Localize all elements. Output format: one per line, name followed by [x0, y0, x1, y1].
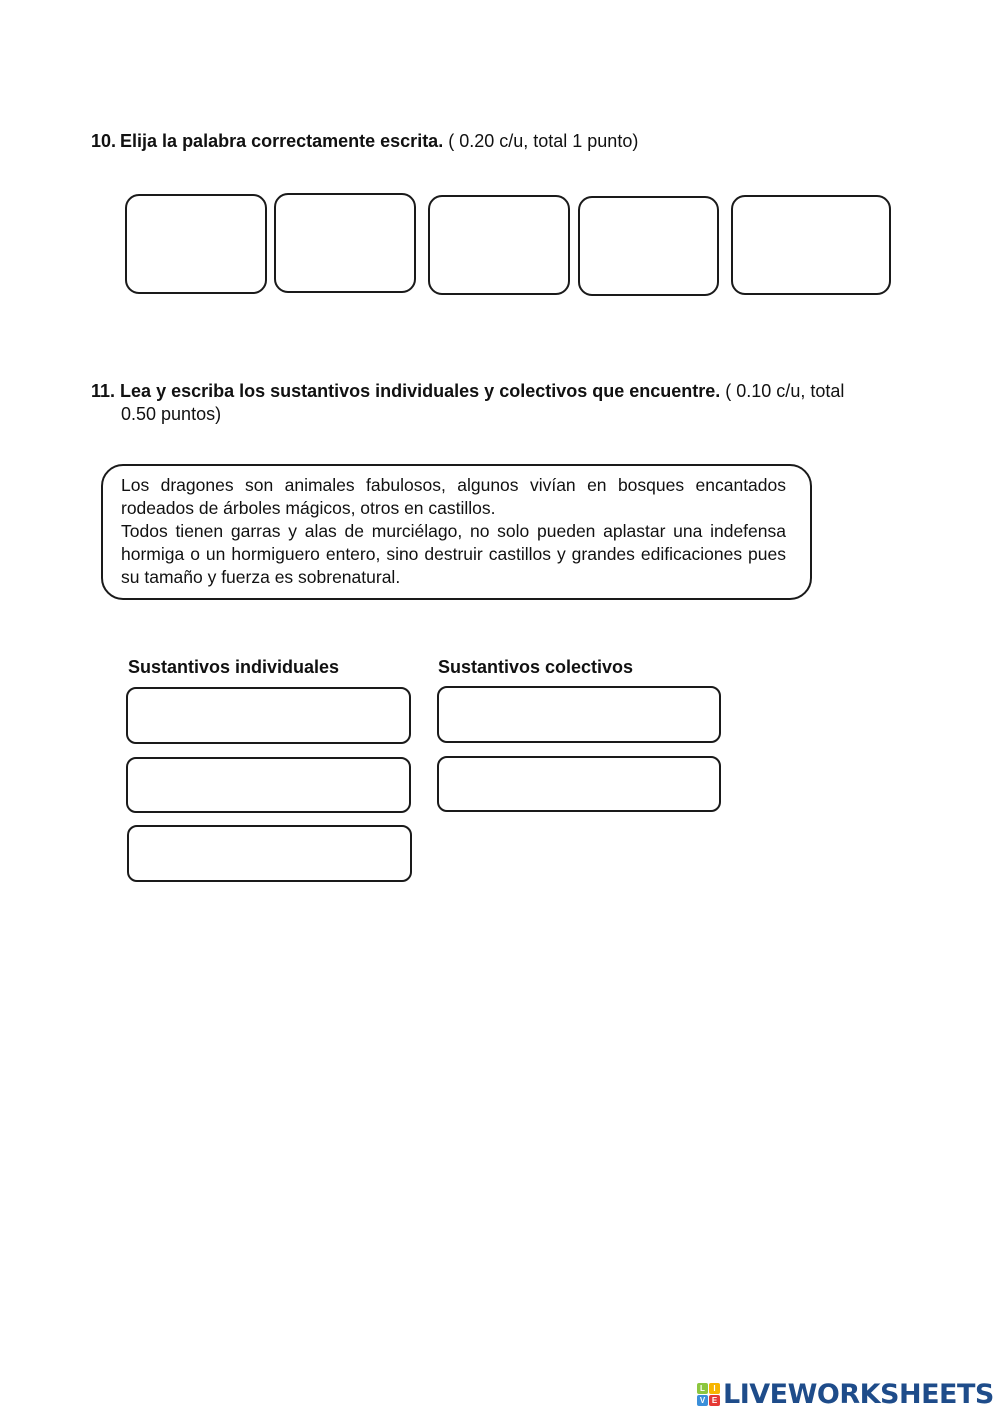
question-10-points: ( 0.20 c/u, total 1 punto): [443, 131, 639, 151]
question-10-number: 10.: [91, 131, 117, 151]
live-logo-icon: [697, 1383, 720, 1406]
question-11-points-continued: 0.50 puntos): [121, 404, 222, 424]
individual-noun-box-1[interactable]: [126, 687, 411, 744]
logo-letter-i: I: [709, 1383, 720, 1394]
question-10-instruction: Elija la palabra correctamente escrita.: [120, 131, 444, 151]
logo-letter-e: E: [709, 1395, 720, 1406]
logo-letter-l: L: [697, 1383, 708, 1394]
logo-letter-v: V: [697, 1395, 708, 1406]
liveworksheets-logo: [697, 1379, 994, 1410]
individual-noun-box-3[interactable]: [127, 825, 412, 882]
collective-noun-box-1[interactable]: [437, 686, 721, 743]
question-11-title: [91, 380, 951, 403]
answer-box-5[interactable]: [731, 195, 891, 295]
question-10-title: [91, 130, 638, 153]
question-11-instruction: Lea y escriba los sustantivos individuales y colectivos que encuentre.: [120, 381, 721, 401]
answer-box-1[interactable]: [125, 194, 267, 294]
collective-noun-box-2[interactable]: [437, 756, 721, 812]
individual-noun-box-2[interactable]: [126, 757, 411, 813]
question-11-number: 11.: [91, 381, 116, 401]
logo-wordmark: LIVEWORKSHEETS: [723, 1379, 994, 1410]
question-11-points: ( 0.10 c/u, total: [720, 381, 845, 401]
answer-box-3[interactable]: [428, 195, 570, 295]
answer-box-2[interactable]: [274, 193, 416, 293]
individual-nouns-header: Sustantivos individuales: [128, 657, 340, 677]
answer-box-4[interactable]: [578, 196, 719, 296]
reading-paragraph-1: Los dragones son animales fabulosos, algunos vivían en bosques encantados rodeados de árboles mágicos, otros en castillos.: [121, 475, 786, 518]
collective-nouns-header: Sustantivos colectivos: [438, 657, 634, 677]
reading-paragraph-2: Todos tienen garras y alas de murciélago, no solo pueden aplastar una indefensa hormiga o un hormiguero entero, sino destruir castillos y grandes edificaciones pues su tamaño y fuerza es sobrenatural.: [121, 521, 786, 587]
reading-passage: [101, 464, 812, 600]
